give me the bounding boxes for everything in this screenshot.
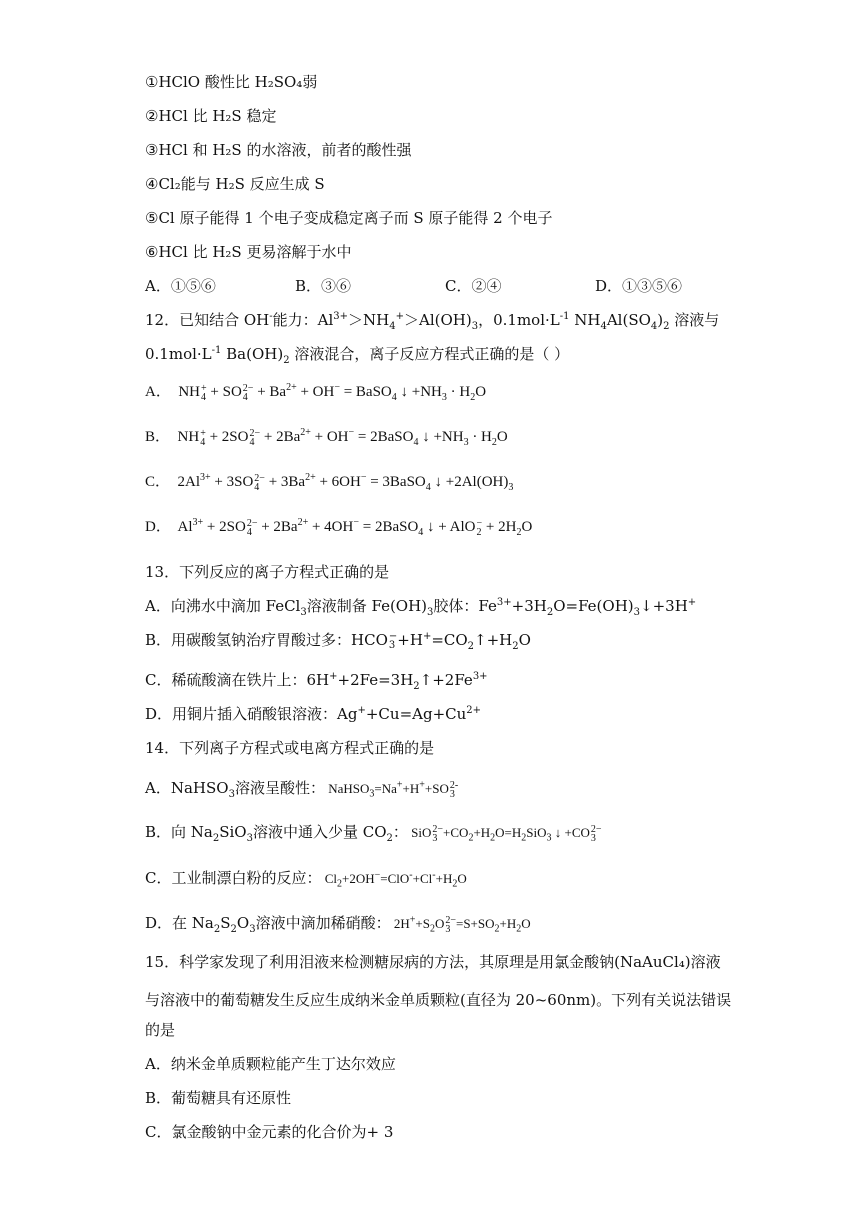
q11-option-b[interactable]: B．③⑥ xyxy=(295,277,352,295)
q13-option-a[interactable]: A．向沸水中滴加 FeCl$_3$溶液制备 $Fe(OH)_3$胶体：$Fe^{3+}+3H_2O=Fe(OH)_3↓+3H^+$ xyxy=(145,597,697,618)
q15-option-b[interactable]: B．葡萄糖具有还原性 xyxy=(145,1089,292,1107)
q14-option-a[interactable]: A．NaHSO$_3$溶液呈酸性： NaHSO$_3$=Na++H++SO 2- 3 xyxy=(145,779,459,801)
q11-item-6: ⑥HCl 比 H₂S 更易溶解于水中 xyxy=(145,243,352,261)
q11-item-2: ②HCl 比 H₂S 稳定 xyxy=(145,107,277,125)
q12-option-d[interactable]: D． $Al^{3+} + 2SO$ 2− 4 + $2Ba^{2+} + 4OH^-$ = 2BaSO$_4$ ↓ + AlO − 2 + $2H_2O$ xyxy=(145,517,533,538)
q15-stem-line1: 15．科学家发现了利用泪液来检测糖尿病的方法，其原理是用氯金酸钠(NaAuCl₄)溶液 xyxy=(145,953,721,971)
q12-stem-line1: 12．已知结合 OH-能力：$Al^{3+}>NH_4^+>Al(OH)_3$，$0.1mol\cdot L^{-1}$ $NH_4Al(SO_4)_2$ 溶液与 xyxy=(145,311,720,332)
q12-option-a[interactable]: A． NH + 4 + SO 2− 4 + $Ba^{2+} + OH^-$ = BaSO$_4$ ↓ $+NH_3 \cdot H_2O$ xyxy=(145,382,487,403)
q11-option-a[interactable]: A．①⑤⑥ xyxy=(145,277,216,295)
q13-stem: 13．下列反应的离子方程式正确的是 xyxy=(145,563,390,581)
q11-option-c[interactable]: C．②④ xyxy=(445,277,502,295)
q14-stem: 14．下列离子方程式或电离方程式正确的是 xyxy=(145,739,435,757)
q11-item-4: ④Cl₂能与 H₂S 反应生成 S xyxy=(145,175,325,193)
q15-option-c[interactable]: C．氯金酸钠中金元素的化合价为+ 3 xyxy=(145,1123,394,1141)
q13-option-d[interactable]: D．用铜片插入硝酸银溶液：$Ag^++Cu=Ag+Cu^{2+}$ xyxy=(145,705,482,723)
q12-option-c[interactable]: C． $2Al^{3+} + 3SO$ 2− 4 + $3Ba^{2+} + 6OH^-$ = 3BaSO$_4$ ↓ $+2Al(OH)_3$ xyxy=(145,472,514,493)
q12-stem-line2: $0.1mol\cdot L^{-1}$ $Ba(OH)_2$ 溶液混合，离子反应方程式正确的是（ ） xyxy=(145,345,570,366)
q11-item-1: ①HClO 酸性比 H₂SO₄弱 xyxy=(145,73,318,91)
q14-option-b[interactable]: B．向 $Na_2SiO_3$溶液中通入少量 $CO_2$： SiO 2− 3 $+CO_2+H_2O=H_2SiO_3$ ↓ +CO 2− 3 xyxy=(145,823,602,845)
q15-option-a[interactable]: A．纳米金单质颗粒能产生丁达尔效应 xyxy=(145,1055,396,1073)
q15-stem-line3: 的是 xyxy=(145,1021,176,1039)
q11-options xyxy=(145,276,705,296)
q13-option-c[interactable]: C．稀硫酸滴在铁片上：$6H^++2Fe=3H_2↑+2Fe^{3+}$ xyxy=(145,671,488,692)
q11-item-3: ③HCl 和 H₂S 的水溶液，前者的酸性强 xyxy=(145,141,412,159)
q12-option-b[interactable]: B． NH + 4 + 2SO 2− 4 + $2Ba^{2+} + OH^-$ = 2BaSO$_4$ ↓ $+NH_3 \cdot H_2O$ xyxy=(145,427,508,448)
q15-stem-line2: 与溶液中的葡萄糖发生反应生成纳米金单质颗粒(直径为 20~60nm)。下列有关说法错误 xyxy=(145,991,732,1009)
q11-option-d[interactable]: D．①③⑤⑥ xyxy=(595,277,683,295)
q13-option-b[interactable]: B．用碳酸氢钠治疗胃酸过多：HCO − 3 $+H^+=CO_2↑+H_2O$ xyxy=(145,631,531,652)
q11-item-5: ⑤Cl 原子能得 1 个电子变成稳定离子而 S 原子能得 2 个电子 xyxy=(145,209,553,227)
q14-option-c[interactable]: C．工业制漂白粉的反应： $Cl_2+2OH^-=ClO^-+Cl^-+H_2O$ xyxy=(145,869,467,890)
q14-option-d[interactable]: D．在 $Na_2S_2O_3$溶液中滴加稀硝酸： $2H^++S_2O$ 2− 3 $=S+SO_2+H_2O$ xyxy=(145,914,531,936)
